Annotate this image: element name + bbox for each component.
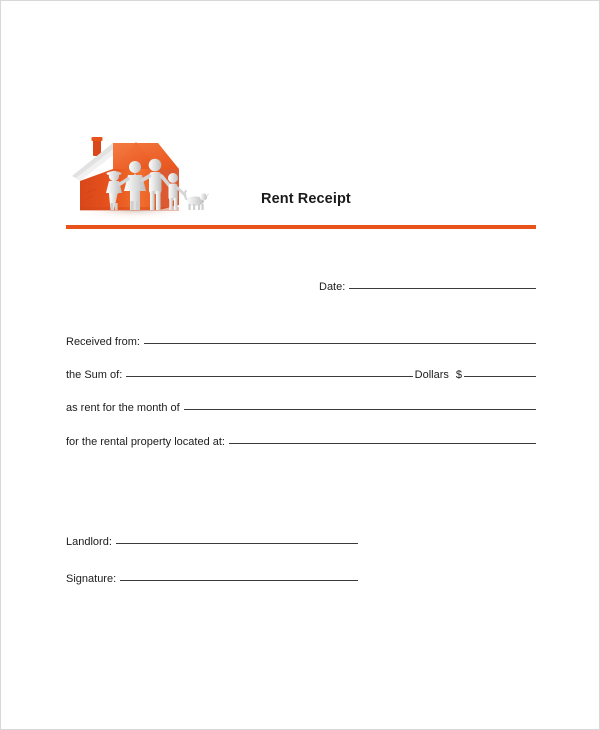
landlord-row	[66, 536, 358, 548]
signature-row	[66, 573, 358, 585]
rent-month-row	[66, 402, 536, 414]
header-divider	[66, 225, 536, 229]
received-from-label: Received from:	[66, 336, 140, 348]
property-location-input[interactable]	[229, 443, 536, 444]
received-from-input[interactable]	[144, 343, 536, 344]
received-from-row	[66, 336, 536, 348]
rent-month-label: as rent for the month of	[66, 402, 180, 414]
date-input[interactable]	[349, 288, 536, 289]
sum-of-row	[66, 369, 536, 381]
landlord-label: Landlord:	[66, 536, 112, 548]
rent-month-input[interactable]	[184, 409, 536, 410]
date-label: Date:	[319, 281, 346, 293]
currency-symbol-label: $	[455, 369, 462, 381]
property-location-row	[66, 436, 536, 448]
property-location-label: for the rental property located at:	[66, 436, 225, 448]
landlord-input[interactable]	[116, 543, 358, 544]
sum-of-label: the Sum of:	[66, 369, 123, 381]
sum-of-input[interactable]	[126, 376, 412, 377]
signature-label: Signature:	[66, 573, 117, 585]
signature-input[interactable]	[120, 580, 358, 581]
date-row	[319, 281, 536, 293]
amount-input[interactable]	[464, 376, 536, 377]
document-header	[66, 131, 536, 224]
dollars-label: Dollars	[414, 369, 449, 381]
house-family-logo-icon	[66, 131, 214, 224]
page-title: Rent Receipt	[261, 191, 351, 207]
